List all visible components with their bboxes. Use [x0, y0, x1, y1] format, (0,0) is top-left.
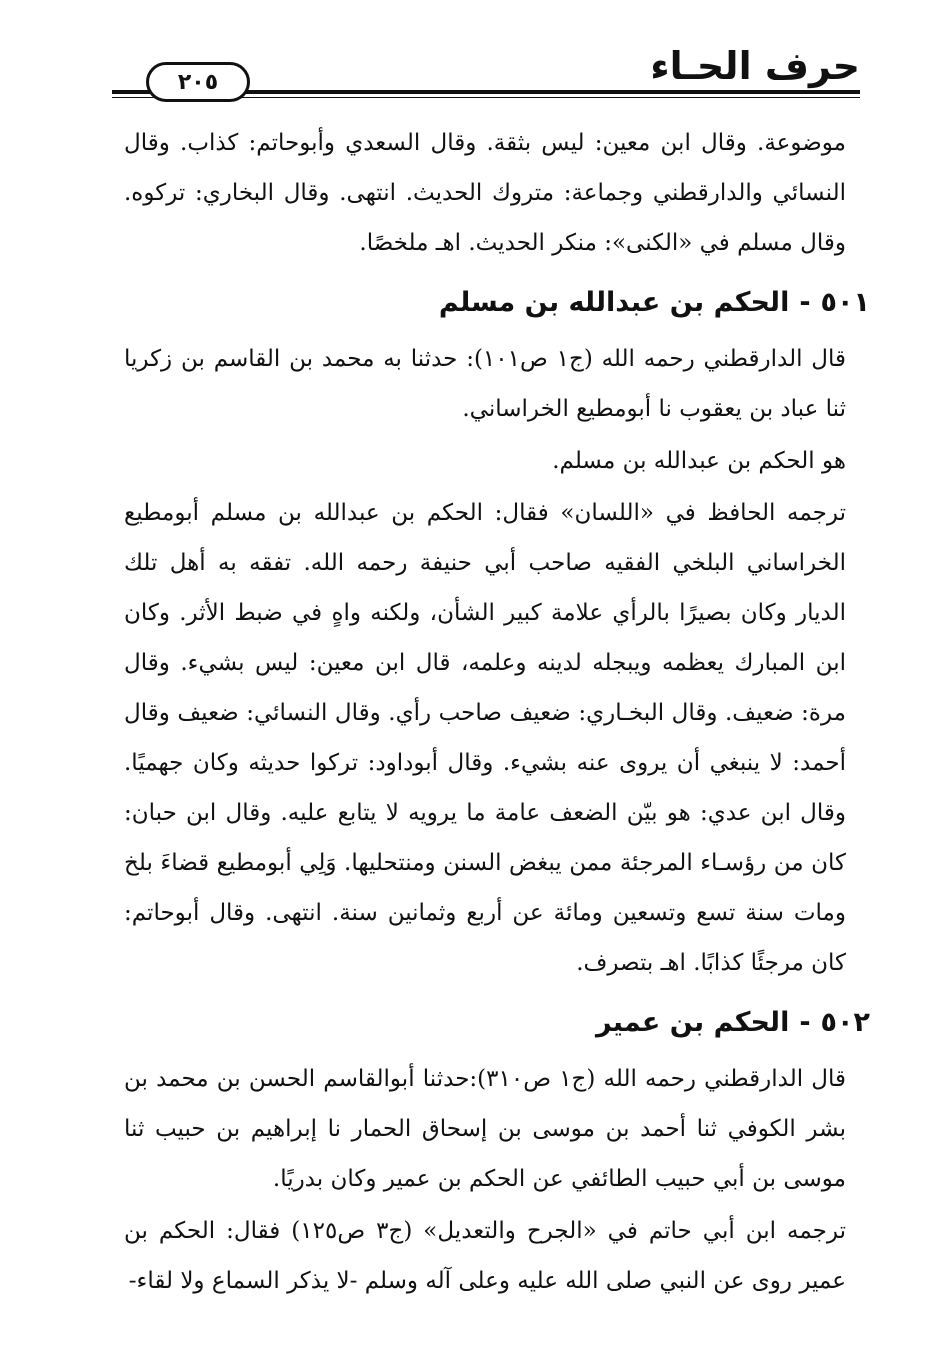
entry-501-paragraph: هو الحكم بن عبدالله بن مسلم. [552, 448, 846, 474]
entry-501-paragraph: قال الدارقطني رحمه الله (ج١ ص١٠١): حدثنا به محمد بن القاسم بن زكريا ثنا عباد بن يعقوب نا أبومطيع الخراساني. [124, 346, 846, 422]
entry-name: الحكم بن عمير [596, 1007, 790, 1038]
intro-paragraph: موضوعة. وقال ابن معين: ليس بثقة. وقال السعدي وأبوحاتم: كذاب. وقال النسائي والدارقطني وجماعة: متروك الحديث. انتهى. وقال البخاري: تركوه. وقال مسلم في «الكنى»: منكر الحديث. اهـ ملخصًا. [124, 130, 846, 256]
entry-name: الحكم بن عبدالله بن مسلم [438, 287, 790, 318]
entry-separator: - [799, 1007, 811, 1038]
entry-heading-502 [124, 1002, 870, 1044]
entry-502-paragraph: ترجمه ابن أبي حاتم في «الجرح والتعديل» (ج٣ ص١٢٥) فقال: الحكم بن عمير روى عن النبي صلى الله عليه وعلى آله وسلم -لا يذكر السماع ولا لقاء- [124, 1218, 846, 1294]
page-header [112, 40, 860, 106]
entry-502-paragraph: قال الدارقطني رحمه الله (ج١ ص٣١٠):حدثنا أبوالقاسم الحسن بن محمد بن بشر الكوفي ثنا أحمد بن موسى بن إسحاق الحمار نا إبراهيم بن حبيب ثنا موسى بن أبي حبيب الطائفي عن الحكم بن عمير وكان بدريًا. [124, 1066, 846, 1192]
page-number-badge: ٢٠٥ [146, 62, 250, 102]
chapter-title: حرف الحـاء [650, 44, 860, 88]
entry-separator: - [799, 287, 811, 318]
entry-heading-501 [124, 282, 870, 324]
page-body [124, 118, 870, 1306]
entry-number: ٥٠١ [820, 287, 870, 318]
entry-number: ٥٠٢ [820, 1007, 870, 1038]
entry-501-paragraph: ترجمه الحافظ في «اللسان» فقال: الحكم بن عبدالله بن مسلم أبومطيع الخراساني البلخي الفقيه صاحب أبي حنيفة رحمه الله. تفقه به أهل تلك الديار وكان بصيرًا بالرأي علامة كبير الشأن، ولكنه واهٍ في ضبط الأثر. وكان ابن المبارك يعظمه ويبجله لدينه وعلمه، قال ابن معين: ليس بشيء. وقال مرة: ضعيف. وقال البخـاري: ضعيف صاحب رأي. وقال النسائي: ضعيف وقال أحمد: لا ينبغي أن يروى عنه بشيء. وقال أبوداود: تركوا حديثه وكان جهميًا. وقال ابن عدي: هو بيّن الضعف عامة ما يرويه لا يتابع عليه. وقال ابن حبان: كان من رؤسـاء المرجئة ممن يبغض السنن ومنتحليها. وَلِي أبومطيع قضاءَ بلخ ومات سنة تسع وتسعين ومائة عن أربع وثمانين سنة. انتهى. وقال أبوحاتم: كان مرجئًا كذابًا. اهـ بتصرف. [124, 500, 846, 976]
